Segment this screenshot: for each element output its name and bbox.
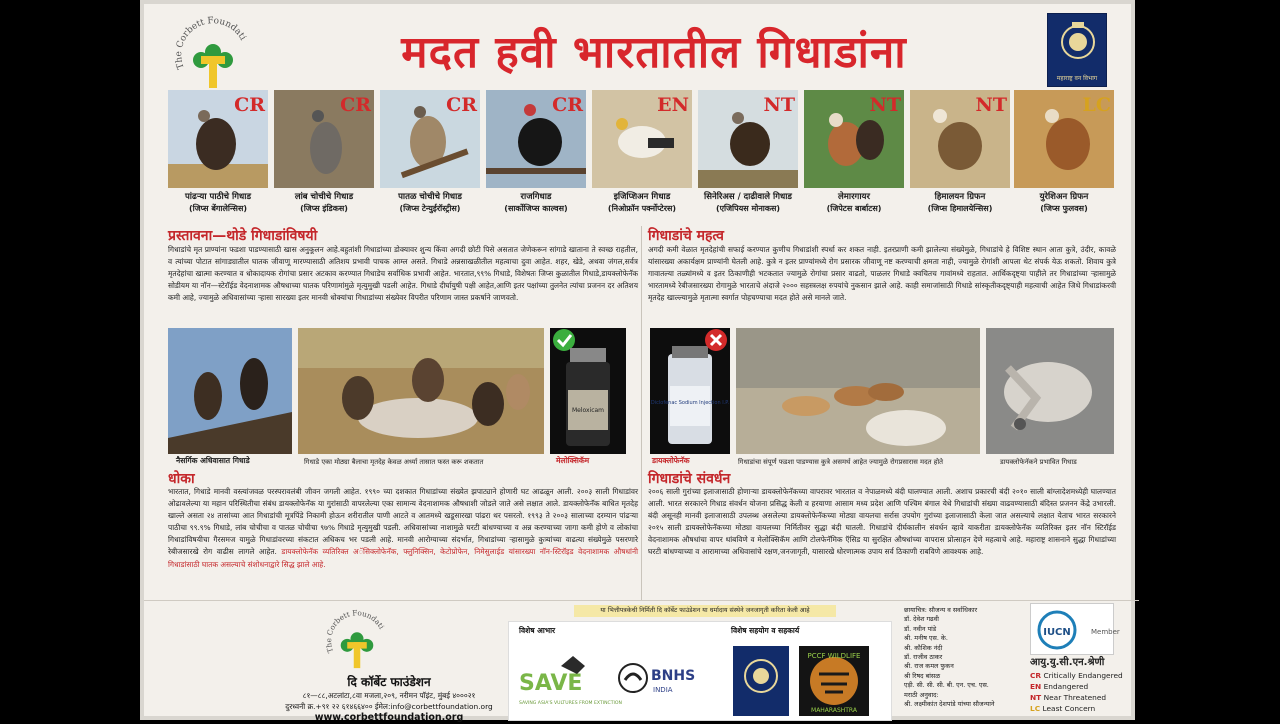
svg-text:The Corbett Foundation: The Corbett Foundati — [324, 608, 387, 655]
intro-text: गिधाडांचे मृत प्राण्यांना फडशा पाडण्यासाठी खास अनुकूलन आहे.बहुतांशी गिधाडांच्या डोक्यावर शुन्य किंवा अगदी छोटी पिसे असतात जेणेकरून सांगाडे खाताना ते स्वच्छ राहतील, व त्यांच्या पोटात सांगाड्यातील घातक जीवाणू मारण्यासाठी अतिशय प्रभावी पाचक आम्ल असते. गिधाडे अन्नसाखळीतील महत्वाचा दुवा आहेत. शहर, खेडे, अथवा जंगल,सर्वत्र मृतदेहांचा खात्मा करण्यात व धोकादायक रोगांचा प्रसार अटकाव करण्यात गिधाडेच सर्वाधिक प्रभावी आहेत. भारतात,९९% गिधाडे, विशेषतः जिप्स कुळातील गिधाडे,डायक्लोफेनॅक सोडीयम या नॉन—स्टेरॉईड वेदनाशामक औषधाच्या घातक परिणामांमुळे मृत्युमुखी पडली आहेत. गिधाडे दीर्घायुषी पक्षी आहेत,आणि इतर पक्षांच्या तुलनेत त्यांचा प्रजनन दर अतिशय कमी आहे, ज्यामुळे अधिवासांच्या ऱ्हासा सारख्या इतर मानवी धोक्यांचा गिधाडांच्या संख्येवर विपरीत परिणाम जास्त प्रकर्षाने जाणवतो. — [168, 245, 638, 303]
footer-contact: दुरध्वनी क्र.+९१ २२ ६१४६६४०० ईमेल:info@corbettfoundation.org — [285, 702, 493, 711]
vulture-name: सिनेरिअस / दाढीवाले गिधाड — [704, 192, 792, 202]
vulture-name: इजिप्शिअन गिधाड — [613, 192, 671, 202]
special-partners-label: विशेष सहयोग व सहकार्य — [731, 626, 800, 635]
dogs-photo — [736, 328, 980, 454]
forest-dept-logo — [733, 646, 789, 716]
credit-line: एड़ी. सी. सी. सी. बी. एन. एच. एस. — [904, 681, 989, 690]
svg-text:Member: Member — [1091, 628, 1120, 636]
special-thanks-label: विशेष आभार — [519, 626, 556, 635]
vulture-card — [486, 90, 586, 214]
conservation-heading: गिधाडांचे संवर्धन — [648, 471, 731, 487]
legend-item: LC Least Concern — [1030, 704, 1096, 713]
credit-line: श्री रिषद बांसळ — [904, 671, 941, 680]
credit-line: डॉ. देवेश गढवी — [904, 615, 939, 624]
vulture-species-row — [168, 90, 1114, 220]
vulture-name: हिमालयन ग्रिफन — [934, 192, 986, 202]
bnhs-logo — [617, 656, 713, 706]
vulture-scientific-name: (जिपेटस बार्बाटस) — [826, 204, 882, 213]
vulture-scientific-name: (निओफ्रॉन पर्क्नोप्टेरस) — [607, 204, 677, 213]
corbett-foundation-footer-logo — [322, 605, 392, 671]
vulture-name: लांब चोचीचे गिधाड — [294, 192, 354, 202]
meloxicam-bottle-label: Meloxicam — [571, 407, 605, 414]
vulture-card — [274, 90, 374, 214]
diclofenac-bottle-label: Diclofenac Sodium Injection I.P. — [650, 400, 730, 406]
status-badge: CR — [340, 94, 371, 116]
status-badge: EN — [657, 94, 689, 116]
vulture-photo — [910, 90, 1010, 188]
maharashtra-forest-emblem — [1047, 13, 1107, 87]
vulture-scientific-name: (जिप्स बेंगालेन्सिस) — [188, 204, 248, 213]
svg-text:The Corbett Foundation: The Corbett Foundati — [174, 16, 248, 71]
vulture-card — [168, 90, 268, 214]
svg-text:MAHARASHTRA: MAHARASHTRA — [811, 707, 857, 714]
meloxicam-photo — [550, 328, 626, 454]
vulture-photo — [804, 90, 904, 188]
vulture-photo — [592, 90, 692, 188]
threat-highlight: डायक्लोफेनॅक व्यतिरिक्त अॅसिक्लोफेनॅक, फ्लुनिक्सिन, केटोप्रोफेन, निमेसुलाईड यांसारख्या नॉन-स्टिरॉइड वेदनाशामक औषधांनी गिधाडांसाठी घातक असल्याचे संशोधनाद्वारे सिद्ध झाले आहे. — [168, 547, 638, 569]
legend-title: आयु.यु.सी.एन.श्रेणी — [1030, 657, 1105, 668]
footer-website: www.corbettfoundation.org — [314, 712, 464, 723]
vulture-card — [910, 90, 1010, 214]
legend-item: NT Near Threatened — [1030, 693, 1107, 702]
vulture-card — [1014, 90, 1114, 214]
corbett-foundation-logo — [170, 12, 256, 90]
vulture-scientific-name: (जिप्स हिमालयेन्सिस) — [927, 204, 993, 213]
svg-text:BNHS: BNHS — [651, 668, 696, 684]
affected-caption: डायक्लोफेनॅकने प्रभावित गिधाड — [1000, 458, 1077, 466]
vulture-photo — [380, 90, 480, 188]
status-badge: NT — [975, 94, 1007, 116]
vulture-scientific-name: (जिप्स टेन्युईरॉस्ट्रीस) — [399, 204, 461, 213]
status-badge: NT — [763, 94, 795, 116]
credit-line: श्री. लक्ष्मीकांत देशपांडे यांच्या सौजन्याने — [904, 700, 995, 709]
vulture-name: युरेशिअन ग्रिफन — [1039, 192, 1089, 202]
habitat-photo — [168, 328, 292, 454]
credit-line: श्री. कौशिक नंदी — [904, 643, 943, 652]
svg-text:PCCF WILDLIFE: PCCF WILDLIFE — [807, 652, 861, 660]
status-badge: CR — [552, 94, 583, 116]
iucn-legend — [1030, 657, 1134, 714]
credit-line: डॉ. राजीव ठाकर — [904, 653, 943, 662]
credit-line: डॉ. नवीन पांडे — [904, 624, 937, 633]
vulture-name: पातळ चोचीचे गिधाड — [398, 192, 462, 202]
photo-credits — [904, 606, 1022, 709]
legend-item: CR Critically Endangered — [1030, 671, 1123, 680]
vulture-card — [380, 90, 480, 214]
svg-text:IUCN: IUCN — [1043, 627, 1071, 638]
credit-line: मराठी अनुवाद: — [904, 690, 939, 699]
credit-line: श्री. मनीष एस. के. — [904, 634, 948, 643]
meloxicam-caption: मेलोक्सिकॅम — [556, 456, 590, 465]
svg-text:SAVING ASIA'S VULTURES FROM EX: SAVING ASIA'S VULTURES FROM EXTINCTION — [519, 701, 622, 706]
credit-line: छायाचित्र: सौजन्य व सर्वाधिकार — [904, 606, 978, 614]
vulture-scientific-name: (सार्कोजिप्स काल्वस) — [504, 204, 568, 213]
vulture-photo — [274, 90, 374, 188]
vulture-card — [804, 90, 904, 214]
vulture-photo — [698, 90, 798, 188]
footer-note: या भित्तीपत्रकेची निर्मिती दि कॉर्बेट फाउंडेशन या धर्मादाय संस्थेने जनजागृती करिता केली आहे — [574, 605, 836, 617]
status-badge: CR — [446, 94, 477, 116]
intro-heading: प्रस्तावना—थोडे गिधाडांविषयी — [168, 228, 318, 244]
vulture-name: पांढऱ्या पाठीचे गिधाड — [184, 192, 252, 202]
page-title: मदत हवी भारतातील गिधाडांना — [401, 27, 907, 78]
svg-text:INDIA: INDIA — [653, 686, 673, 694]
vulture-name: राजगिधाड — [520, 192, 552, 202]
feeding-photo — [298, 328, 544, 454]
threat-body: भारतात, गिधाडे मानवी वस्त्यांजवळ परस्परावलंबी जीवन जगली आहेत. १९९० च्या दशकात गिधाडांच्या संख्येत झपाट्याने होणारी घट आढळून आली. २००३ साली गिधाडांवर ओढावलेल्या या महान परिस्थितीचा संबंध डायक्लोफेनॅक या गुरांसाठी वापरलेल्या एका सामान्य वेदनाशामक औषधाशी जोडले जाते असे लक्षात आले. डायक्लोफेनॅक बाधित मृतदेह खाल्ले असता २४ तासांच्या आत गिधाडांची मूत्रपिंडे निकामी होऊन शरीरातील पाणी आटते व आतमध्ये खडूसारखा पांढरा थर पसरतो. १९९३ ते २००३ सालाच्या दरम्यान पांढऱ्या पाठीचा ९९.९% गिधाडे, लांब चोचीचा व पातळ चोचीचा ९७% गिधाडे मृत्युमुखी पडली. अधिवासांच्या नाशामुळे घरटी बांधण्याच्या व अन्न करण्याच्या जागा कमी होणे व लोकांचा गिधाडांविषयीचा गैरसमज यामुळे गिधाडांवरच्या संकटात अधिकच भर पडली आहे. मानवी आरोग्याच्या संदर्भात, गिधाडांच्या ऱ्हासामुळे कुत्र्यांच्या वाढत्या संख्येमुळे पसरणारे रेबीजसारखे रोग वाढीस लागले आहेत. — [168, 487, 638, 557]
partners-panel — [508, 621, 892, 721]
legend-item: EN Endangered — [1030, 682, 1089, 691]
svg-text:SAVE: SAVE — [519, 671, 583, 696]
importance-heading: गिधाडांचे महत्व — [648, 228, 724, 244]
diclofenac-photo — [650, 328, 730, 454]
credit-line: श्री. राज कमल फुकन — [904, 662, 954, 671]
threat-text — [168, 486, 638, 598]
vulture-scientific-name: (एजिपियस मोनाकस) — [715, 204, 781, 213]
pccf-wildlife-logo — [799, 646, 869, 716]
status-badge: NT — [869, 94, 901, 116]
footer-org-name: दि कॉर्बेट फाउंडेशन — [347, 675, 431, 689]
footer-organization — [264, 673, 514, 723]
vulture-photo — [486, 90, 586, 188]
importance-text: अगदी कमी वेळात मृतदेहांची सफाई करण्यात कुणीच गिधाडांशी स्पर्धा कर शकत नाही. इतरप्राणी कमी झालेल्या संख्येमुळे, गिधाडांचे हे विशिष्ट स्थान आता कुत्रे, उंदीर, कावळे यांसारख्या अकार्यक्षम प्राण्यांनी घेतली आहे. कुत्रे न इतर प्राण्यांमध्ये रोग प्रसारक जीवाणू नष्ट करण्याची क्षमता नाही, ज्यामुळे रोगांशी आपला थेट संपर्क येऊ शकतो. शिवाय कुत्रे गावातल्या तळ्यांमध्ये व इतर ठिकाणीही भटकतात ज्यामुळे रोगांचा प्रसार वाढतो, पाळलर गिधाडे क्वचितच गावांमध्ये राहतात. आर्थिकदृष्ट्या पाहीले तर गिधाडांच्या ऱ्हासामुळे भारतामध्ये रेबीजसारख्या रोगामुळे भारताचे अंदाजे २००० सहस्त्रलक्ष रुपयांचे नुकसान झाले आहे. काही समाजांसाठी गिधाडे सांस्कृतीकदृष्ट्याही महत्वाची आहेत जिथे गिधाडांकरवी मृतदेह खाल्ल्यामुळे मृतात्मा स्वर्गात पोहचण्याचा मदत होते असे मानले जाते. — [648, 245, 1116, 303]
feeding-caption: गिधाडे एका मोठ्या बैलाचा मृतदेह केवळ अर्ध्या तासात फस्त करू शकतात — [304, 458, 484, 466]
iucn-logo — [1030, 603, 1120, 655]
vulture-photo — [168, 90, 268, 188]
vulture-photo — [1014, 90, 1114, 188]
column-divider — [641, 226, 642, 600]
save-logo — [515, 648, 622, 714]
poster — [140, 0, 1135, 723]
status-badge: CR — [234, 94, 265, 116]
threat-heading: धोका — [168, 471, 195, 487]
diclofenac-caption: डायक्लोफेनॅक — [652, 456, 690, 465]
conservation-text: २००६ साली गुरांच्या इलाजासाठी होणाऱ्या डायक्लोफेनॅकच्या वापरावर भारतात व नेपाळमध्ये बंदी घालण्यात आली. अशाच प्रकारची बंदी २०१० साली बांग्लादेशमध्येही घालण्यात आली. भारत सरकारने गिधाड संवर्धन योजना प्रसिद्ध केली व हरयाणा आसाम मध्य प्रदेश आणि पश्चिम बंगाल येथे गिधाडांची संख्या वाढवण्यासाठी बंदिस्त प्रजनन केंद्रे उभारली. बंदी असूनही मानवी इलाजासाठी उपलब्ध असलेल्या डायक्लोफेनॅकच्या मोठ्या वायलचा सर्रास उपयोग गुरांच्या इलाजासाठी केला जात असल्याचे लक्षात येताच भारत सरकारने २०१५ साली डायक्लोफेनॅकच्या मोठ्या वायलच्या निर्मितीवर सुद्धा बंदी घातली. गिधाडांचे दीर्घकालीन संवर्धन व्हावे याकरीता डायक्लोफेनॅक व्यतिरिक्त इतर नॉन स्टिरॉईड वेदनाशामक औषधांचा वापर थांबविणे व मेलोक्सिकॅम आणि टोलफेनॅमिक ऍसिड या सुरक्षित औषधांच्या वापरास प्रोत्साहन देणे महत्वाचे आहे. महाराष्ट्र शासनाने सुद्धा गिधाडांच्या घरटी बांधण्याच्या व आरामाच्या अधिवासांचे रक्षण,जनजागृती, यासारखे धोरणात्मक उपाय सर्व ठिकाणी राबविणे आवश्यक आहे. — [648, 487, 1116, 557]
dogs-caption: गिधाडांचा संपूर्ण फडशा पाडण्यास कुत्रे असमर्थ आहेत ज्यामुळे रोगप्रसारास मदत होते — [738, 458, 943, 466]
habitat-caption: नैसर्गिक अधिवासात गिधाडे — [176, 456, 250, 465]
status-badge: LC — [1082, 94, 1111, 116]
emblem-caption: महाराष्ट्र वन विभाग — [1056, 75, 1098, 82]
vulture-scientific-name: (जिप्स फुलवस) — [1040, 204, 1088, 213]
footer — [144, 600, 1139, 724]
vulture-card — [698, 90, 798, 214]
vulture-name: लेमारगायर — [838, 192, 870, 202]
footer-address: ८१—८८,अटलांटा,८वा मजला,२०९, नरीमन पॉइंट, मुंबई ४०००२१ — [302, 691, 476, 700]
vulture-card — [592, 90, 692, 214]
vulture-scientific-name: (जिप्स इंडिकस) — [300, 204, 348, 213]
affected-vulture-photo — [986, 328, 1114, 454]
